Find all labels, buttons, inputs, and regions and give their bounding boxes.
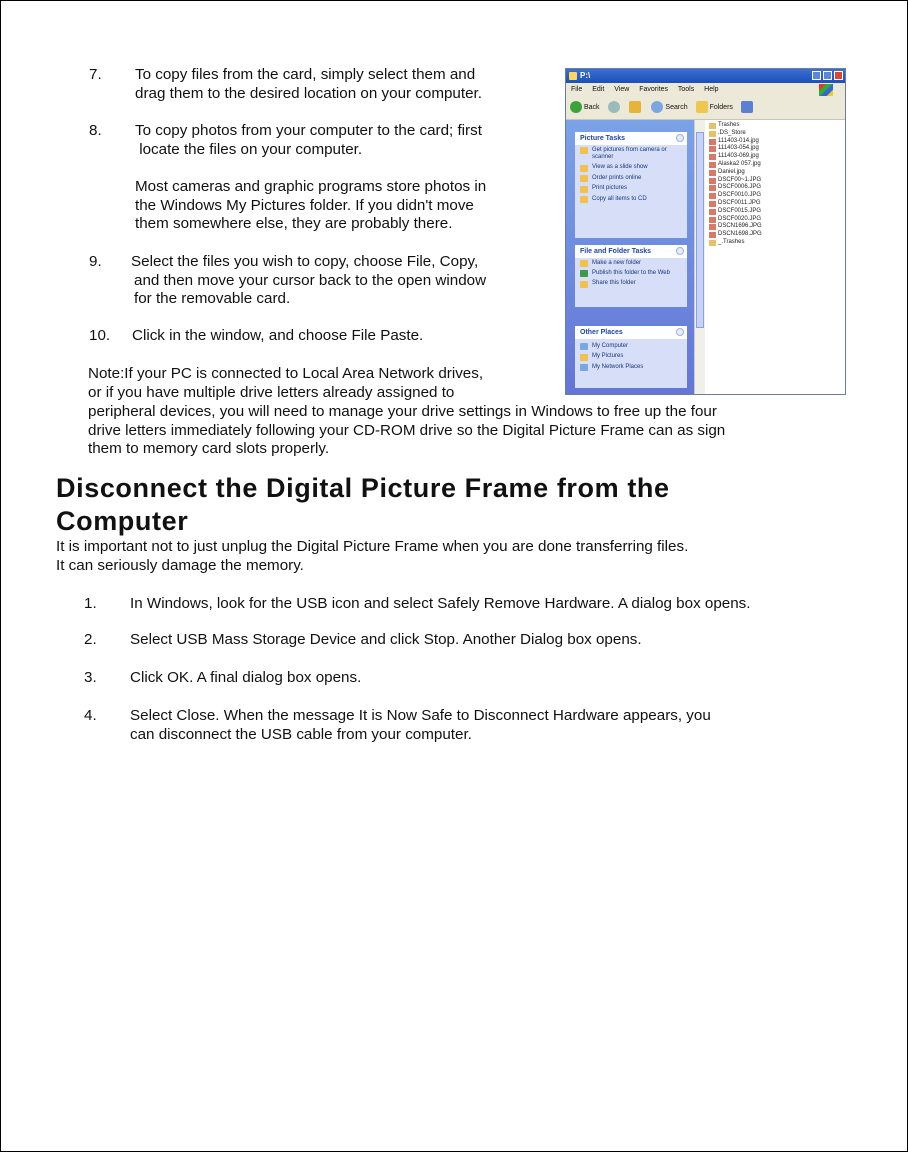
note-line-3: peripheral devices, you will need to manage your drive settings in Windows to free up the four	[88, 403, 717, 420]
other-place-item: My Pictures	[592, 353, 624, 360]
file-name: 111403-014.jpg	[718, 137, 759, 144]
file-icon	[709, 131, 716, 137]
step-4-number: 4.	[84, 707, 97, 724]
file-name: DSCN1698.JPG	[718, 231, 762, 238]
file-name: DSCF0020.JPG	[718, 215, 762, 222]
file-name: Daniel.jpg	[718, 168, 745, 175]
step-7-line-1: To copy files from the card, simply select them and	[135, 66, 476, 83]
step-3-number: 3.	[84, 669, 97, 686]
step-8-line-1: To copy photos from your computer to the card; first	[135, 122, 482, 139]
drive-icon	[569, 72, 577, 80]
step-8-para-line-2: the Windows My Pictures folder. If you didn't move	[135, 197, 474, 214]
file-name: DSCF0006.JPG	[718, 184, 762, 191]
step-7-number: 7.	[89, 66, 102, 83]
section-heading-line-1: Disconnect the Digital Picture Frame from the	[56, 473, 670, 503]
share-folder-icon	[580, 281, 588, 288]
picture-task-item: Print pictures	[592, 185, 628, 192]
image-file-icon	[709, 178, 716, 184]
file-name: 111403-054.jpg	[718, 145, 759, 152]
windows-logo-icon	[819, 84, 833, 96]
task-pane	[566, 120, 694, 395]
section-heading	[56, 472, 670, 538]
file-list-item	[707, 130, 846, 138]
file-name: 111403-069.jpg	[718, 153, 759, 160]
file-list-item	[707, 122, 846, 130]
task-pane-scrollbar	[694, 120, 705, 395]
file-folder-tasks-panel	[575, 245, 687, 307]
file-name: DSCF0010.JPG	[718, 192, 762, 199]
other-places-panel	[575, 326, 687, 388]
image-file-icon	[709, 146, 716, 152]
folders-button-label: Folders	[709, 104, 733, 111]
other-places-title: Other Places	[580, 329, 623, 336]
slideshow-icon	[580, 165, 588, 172]
file-name: Alaska2 057.jpg	[718, 160, 761, 167]
file-name: DSCF0011.JPG	[718, 199, 761, 206]
menu-file: File	[571, 86, 583, 93]
scrollbar-thumb	[696, 132, 704, 328]
step-9-line-1: Select the files you wish to copy, choose File, Copy,	[131, 253, 479, 270]
note-line-2: or if you have multiple drive letters already assigned to	[88, 384, 455, 401]
file-name: DSCF0015.JPG	[718, 207, 762, 214]
explorer-menu-bar	[566, 83, 845, 97]
search-icon	[651, 101, 663, 113]
step-8-para-line-1: Most cameras and graphic programs store photos in	[135, 178, 487, 195]
folder-task-item: Publish this folder to the Web	[592, 269, 670, 276]
file-list-item	[707, 231, 846, 239]
file-name: _.Trashes	[718, 238, 745, 245]
step-4-line-1: Select Close. When the message It is Now Safe to Disconnect Hardware appears, you	[130, 707, 711, 724]
step-2-number: 2.	[84, 631, 97, 648]
file-icon	[709, 240, 716, 246]
section-heading-line-2: Computer	[56, 506, 189, 536]
file-list-item	[707, 153, 846, 161]
file-name: Trashes	[718, 122, 740, 128]
back-arrow-icon	[570, 101, 582, 113]
step-10-number: 10.	[89, 327, 111, 344]
file-list-item	[707, 184, 846, 192]
picture-task-item: Order prints online	[592, 174, 642, 181]
collapse-chevron-icon	[676, 134, 684, 142]
explorer-window-screenshot	[565, 68, 846, 395]
menu-edit: Edit	[592, 86, 605, 93]
note-line-1: Note:If your PC is connected to Local Area Network drives,	[88, 365, 484, 382]
file-list-item	[707, 208, 846, 216]
file-list-item	[707, 216, 846, 224]
step-10-line-1: Click in the window, and choose File Paste.	[132, 327, 424, 344]
folder-icon	[709, 123, 716, 129]
file-name: DSCN1696.JPG	[718, 223, 762, 230]
image-file-icon	[709, 162, 716, 168]
minimize-icon	[812, 71, 821, 80]
new-folder-icon	[580, 260, 588, 267]
file-list-item	[707, 223, 846, 231]
file-list-item	[707, 138, 846, 146]
note-line-5: them to memory card slots properly.	[88, 440, 330, 457]
folder-task-item: Share this folder	[592, 280, 636, 287]
menu-favorites: Favorites	[639, 86, 669, 93]
step-8-line-2: locate the files on your computer.	[135, 141, 363, 158]
search-button-label: Search	[665, 104, 688, 111]
collapse-chevron-icon	[676, 328, 684, 336]
file-list-item	[707, 192, 846, 200]
step-9-number: 9.	[89, 253, 102, 270]
globe-icon	[580, 270, 588, 277]
order-prints-icon	[580, 175, 588, 182]
printer-icon	[580, 186, 588, 193]
picture-task-item: Get pictures from camera or scanner	[592, 146, 667, 160]
camera-icon	[580, 147, 588, 154]
image-file-icon	[709, 232, 716, 238]
image-file-icon	[709, 224, 716, 230]
step-7-line-2: drag them to the desired location on your computer.	[135, 85, 482, 102]
image-file-icon	[709, 201, 716, 207]
views-icon	[741, 101, 753, 113]
step-9-line-3: for the removable card.	[134, 290, 291, 307]
file-name: .DS_Store	[718, 129, 746, 136]
step-1-number: 1.	[84, 595, 97, 612]
file-list-item	[707, 145, 846, 153]
picture-task-item: Copy all items to CD	[592, 195, 647, 202]
picture-task-item: View as a slide show	[592, 164, 648, 171]
file-list-item	[707, 161, 846, 169]
picture-tasks-title: Picture Tasks	[580, 135, 626, 142]
menu-view: View	[614, 86, 630, 93]
forward-arrow-icon	[608, 101, 620, 113]
step-3-line-1: Click OK. A final dialog box opens.	[130, 669, 362, 686]
file-list-item	[707, 169, 846, 177]
image-file-icon	[709, 154, 716, 160]
file-folder-tasks-title: File and Folder Tasks	[580, 248, 652, 255]
menu-tools: Tools	[677, 86, 695, 93]
step-2-line-1: Select USB Mass Storage Device and click Stop. Another Dialog box opens.	[130, 631, 642, 648]
menu-help: Help	[704, 86, 719, 93]
file-name: DSCF00~1.JPG	[718, 176, 762, 183]
step-9-line-2: and then move your cursor back to the open window	[134, 272, 487, 289]
image-file-icon	[709, 185, 716, 191]
explorer-toolbar	[566, 97, 845, 120]
explorer-title: P:\	[580, 71, 591, 80]
file-list	[707, 122, 846, 247]
step-8-number: 8.	[89, 122, 102, 139]
intro-line-1: It is important not to just unplug the Digital Picture Frame when you are done transferring files.	[56, 538, 689, 555]
step-1-line-1: In Windows, look for the USB icon and select Safely Remove Hardware. A dialog box opens.	[130, 595, 751, 612]
intro-line-2: It can seriously damage the memory.	[56, 557, 304, 574]
my-pictures-icon	[580, 354, 588, 361]
note-line-4: drive letters immediately following your CD-ROM drive so the Digital Picture Frame can as sign	[88, 422, 726, 439]
maximize-icon	[823, 71, 832, 80]
close-icon	[834, 71, 843, 80]
my-computer-icon	[580, 343, 588, 350]
other-place-item: My Computer	[592, 343, 629, 349]
other-place-item: My Network Places	[592, 363, 644, 370]
up-folder-icon	[629, 101, 641, 113]
cd-icon	[580, 196, 588, 203]
back-button-label: Back	[584, 104, 600, 111]
image-file-icon	[709, 139, 716, 145]
explorer-title-bar	[566, 69, 845, 83]
image-file-icon	[709, 209, 716, 215]
collapse-chevron-icon	[676, 247, 684, 255]
image-file-icon	[709, 193, 716, 199]
file-list-item	[707, 177, 846, 185]
step-8-para-line-3: them somewhere else, they are probably there.	[135, 215, 453, 232]
folders-icon	[696, 101, 708, 113]
step-4-line-2: can disconnect the USB cable from your computer.	[130, 726, 472, 743]
folder-task-item: Make a new folder	[592, 259, 642, 266]
file-list-item	[707, 200, 846, 208]
image-file-icon	[709, 217, 716, 223]
image-file-icon	[709, 170, 716, 176]
file-list-item	[707, 239, 846, 247]
picture-tasks-panel	[575, 132, 687, 238]
network-places-icon	[580, 364, 588, 371]
